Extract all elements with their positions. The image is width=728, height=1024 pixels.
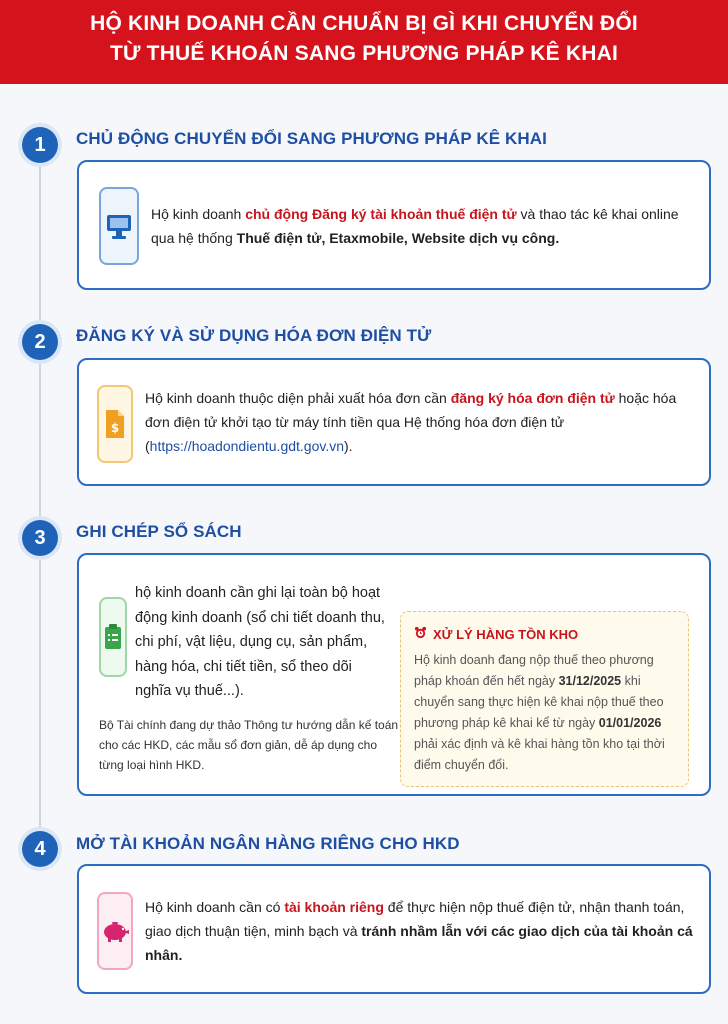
inventory-note-box xyxy=(400,611,689,787)
s1-text-b: và thao tác kê khai online qua hệ thống xyxy=(151,206,679,246)
s1-bold: Thuế điện tử, Etaxmobile, Website dịch vụ công. xyxy=(236,230,560,246)
step-number-1: 1 xyxy=(22,127,58,163)
section-3-sub-text: Bộ Tài chính đang dự thảo Thông tư hướng dẫn kế toán cho các HKD, các mẫu sổ đơn giản, dễ áp dụng cho từng loại hình HKD. xyxy=(99,718,399,772)
computer-icon xyxy=(99,187,139,265)
header-title-line1: HỘ KINH DOANH CẦN CHUẨN BỊ GÌ KHI CHUYỂN ĐỔI xyxy=(90,12,638,35)
note-text-a: Hộ kinh doanh đang nộp thuế theo phương pháp khoán đến hết ngày xyxy=(414,653,654,688)
s4-highlight: tài khoản riêng xyxy=(284,899,384,915)
section-card-3 xyxy=(77,553,711,796)
piggy-bank-icon xyxy=(97,892,133,970)
note-date-2: 01/01/2026 xyxy=(598,716,662,730)
s2-text-c: ). xyxy=(344,438,353,454)
note-date-1: 31/12/2025 xyxy=(558,674,622,688)
section-card-1 xyxy=(77,160,711,290)
section-1-text xyxy=(151,202,696,250)
section-title-2: ĐĂNG KÝ VÀ SỬ DỤNG HÓA ĐƠN ĐIỆN TỬ xyxy=(76,326,432,345)
s4-text-a: Hộ kinh doanh cần có xyxy=(145,899,285,915)
header-title-line2: TỪ THUẾ KHOÁN SANG PHƯƠNG PHÁP KÊ KHAI xyxy=(109,42,618,65)
section-2-text xyxy=(145,386,695,458)
note-text-c: phải xác định và kê khai hàng tồn kho tại thời điểm chuyển đổi. xyxy=(414,737,665,772)
note-body xyxy=(414,650,675,776)
note-title: XỬ LÝ HÀNG TỒN KHO xyxy=(433,626,579,642)
s4-text-b: để thực hiện nộp thuế điện tử, nhận thanh toán, giao dịch thuận tiện, minh bạch và xyxy=(145,899,685,939)
note-title-row xyxy=(414,626,675,642)
svg-text:$: $ xyxy=(110,421,120,435)
s2-text-b: hoặc hóa đơn điện tử khởi tạo từ máy tính tiền qua Hệ thống hóa đơn điện tử ( xyxy=(145,390,677,454)
section-title-4: MỞ TÀI KHOẢN NGÂN HÀNG RIÊNG CHO HKD xyxy=(76,834,460,853)
step-number-2: 2 xyxy=(22,324,58,360)
step-number-4: 4 xyxy=(22,831,58,867)
section-title-3: GHI CHÉP SỔ SÁCH xyxy=(76,522,242,541)
s2-text-a: Hộ kinh doanh thuộc diện phải xuất hóa đơn cần xyxy=(145,390,451,406)
clipboard-checklist-icon xyxy=(99,597,127,677)
s2-highlight: đăng ký hóa đơn điện tử xyxy=(450,390,615,406)
s1-text-a: Hộ kinh doanh xyxy=(151,206,246,222)
einvoice-link[interactable]: https://hoadondientu.gdt.gov.vn xyxy=(149,438,345,454)
alarm-clock-icon xyxy=(414,626,427,642)
timeline-line xyxy=(39,160,41,850)
s1-highlight: chủ động Đăng ký tài khoản thuế điện tử xyxy=(245,206,517,222)
note-text-b: khi chuyển sang thực hiện kê khai nộp thuế theo phương pháp kê khai kể từ ngày xyxy=(414,674,664,730)
section-4-text xyxy=(145,895,695,967)
step-number-3: 3 xyxy=(22,520,58,556)
section-3-main-text: hộ kinh doanh cần ghi lại toàn bộ hoạt động kinh doanh (sổ chi tiết doanh thu, chi phí, vật liệu, dụng cụ, sản phẩm, hàng hóa, chi tiết tiền, sổ theo dõi nghĩa vụ thuế...). xyxy=(135,585,385,699)
s4-bold: tránh nhầm lẫn với các giao dịch của tài khoản cá nhân. xyxy=(145,923,693,963)
page-header xyxy=(0,0,728,84)
section-title-1: CHỦ ĐỘNG CHUYỂN ĐỔI SANG PHƯƠNG PHÁP KÊ KHAI xyxy=(76,129,547,148)
section-card-4 xyxy=(77,864,711,994)
section-card-2 xyxy=(77,358,711,486)
invoice-dollar-icon xyxy=(97,385,133,463)
